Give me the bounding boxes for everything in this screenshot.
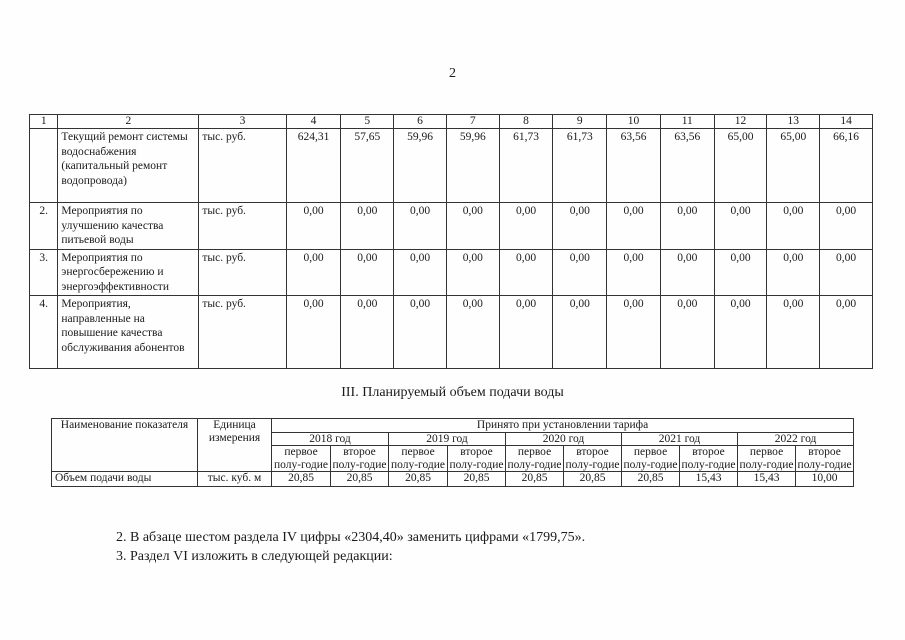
column-number: 9 bbox=[553, 115, 607, 129]
half-year-header: первое полу-годие bbox=[507, 446, 562, 471]
row-value: 59,96 bbox=[394, 129, 447, 203]
row-value: 0,00 bbox=[286, 249, 341, 296]
year-header: 2021 год bbox=[622, 432, 738, 446]
row-value: 63,56 bbox=[660, 129, 714, 203]
table-row bbox=[30, 249, 873, 296]
table-row bbox=[30, 296, 873, 369]
row-value: 15,43 bbox=[738, 472, 796, 487]
row-value: 0,00 bbox=[341, 249, 394, 296]
row-value: 0,00 bbox=[714, 203, 767, 250]
row-value: 0,00 bbox=[499, 249, 553, 296]
row-value: 0,00 bbox=[820, 203, 873, 250]
row-value: 0,00 bbox=[446, 249, 499, 296]
row-value: 0,00 bbox=[607, 249, 661, 296]
water-volume-table bbox=[51, 418, 854, 487]
row-value: 65,00 bbox=[767, 129, 820, 203]
paragraph: 2. В абзаце шестом раздела IV цифры «2304,40» заменить цифрами «1799,75». bbox=[116, 530, 586, 545]
row-name: Текущий ремонт системы водоснабжения (капитальный ремонт водопровода) bbox=[58, 129, 199, 203]
row-number: 2. bbox=[30, 203, 58, 250]
row-value: 0,00 bbox=[446, 296, 499, 369]
row-unit: тыс. куб. м bbox=[198, 472, 272, 487]
year-header: 2018 год bbox=[272, 432, 389, 446]
column-number: 10 bbox=[607, 115, 661, 129]
section-title: III. Планируемый объем подачи воды bbox=[341, 385, 564, 400]
row-value: 57,65 bbox=[341, 129, 394, 203]
row-value: 20,85 bbox=[448, 472, 506, 487]
row-value: 0,00 bbox=[286, 296, 341, 369]
row-value: 0,00 bbox=[446, 203, 499, 250]
row-name: Мероприятия по улучшению качества питьевой воды bbox=[58, 203, 199, 250]
row-number bbox=[30, 129, 58, 203]
table-row bbox=[52, 472, 854, 487]
column-number: 12 bbox=[714, 115, 767, 129]
row-value: 10,00 bbox=[796, 472, 854, 487]
row-number: 4. bbox=[30, 296, 58, 369]
row-name: Мероприятия по энергосбережению и энергоэффективности bbox=[58, 249, 199, 296]
row-value: 0,00 bbox=[499, 203, 553, 250]
group-header: Принято при установлении тарифа bbox=[272, 419, 854, 433]
row-number: 3. bbox=[30, 249, 58, 296]
row-value: 66,16 bbox=[820, 129, 873, 203]
row-value: 61,73 bbox=[499, 129, 553, 203]
investment-table bbox=[29, 114, 873, 369]
year-header: 2019 год bbox=[389, 432, 506, 446]
row-value: 63,56 bbox=[607, 129, 661, 203]
row-name: Объем подачи воды bbox=[52, 472, 198, 487]
row-value: 0,00 bbox=[820, 249, 873, 296]
half-year-header: первое полу-годие bbox=[389, 446, 448, 472]
row-value: 0,00 bbox=[660, 296, 714, 369]
row-value: 0,00 bbox=[767, 249, 820, 296]
column-header-name: Наименование показателя bbox=[52, 419, 198, 472]
row-unit: тыс. руб. bbox=[199, 129, 286, 203]
column-number: 13 bbox=[767, 115, 820, 129]
column-number: 4 bbox=[286, 115, 341, 129]
row-value: 59,96 bbox=[446, 129, 499, 203]
table-row bbox=[30, 129, 873, 203]
column-number: 11 bbox=[660, 115, 714, 129]
row-value: 0,00 bbox=[394, 203, 447, 250]
year-header: 2022 год bbox=[738, 432, 854, 446]
row-value: 0,00 bbox=[553, 249, 607, 296]
half-year-header: первое полу-годие bbox=[739, 446, 794, 471]
column-number: 14 bbox=[820, 115, 873, 129]
row-value: 20,85 bbox=[622, 472, 680, 487]
row-unit: тыс. руб. bbox=[199, 203, 286, 250]
row-value: 0,00 bbox=[341, 296, 394, 369]
column-number: 6 bbox=[394, 115, 447, 129]
row-value: 20,85 bbox=[389, 472, 448, 487]
row-value: 0,00 bbox=[499, 296, 553, 369]
half-year-header: второе полу-годие bbox=[332, 446, 387, 471]
paragraph: 3. Раздел VI изложить в следующей редакции: bbox=[116, 549, 393, 564]
row-value: 0,00 bbox=[553, 296, 607, 369]
row-unit: тыс. руб. bbox=[199, 296, 286, 369]
half-year-header: второе полу-годие bbox=[681, 446, 736, 471]
row-value: 15,43 bbox=[680, 472, 738, 487]
page-number: 2 bbox=[449, 66, 456, 81]
row-value: 0,00 bbox=[394, 249, 447, 296]
year-header: 2020 год bbox=[506, 432, 622, 446]
table-header-row bbox=[30, 115, 873, 129]
column-number: 3 bbox=[199, 115, 286, 129]
half-year-header: второе полу-годие bbox=[449, 446, 504, 471]
row-value: 0,00 bbox=[820, 296, 873, 369]
row-name: Мероприятия, направленные на повышение качества обслуживания абонентов bbox=[58, 296, 199, 369]
half-year-header: первое полу-годие bbox=[623, 446, 678, 471]
column-number: 7 bbox=[446, 115, 499, 129]
row-value: 65,00 bbox=[714, 129, 767, 203]
row-value: 0,00 bbox=[286, 203, 341, 250]
row-value: 20,85 bbox=[272, 472, 331, 487]
column-number: 2 bbox=[58, 115, 199, 129]
half-year-header: второе полу-годие bbox=[565, 446, 620, 471]
column-number: 5 bbox=[341, 115, 394, 129]
row-value: 20,85 bbox=[506, 472, 564, 487]
row-value: 0,00 bbox=[607, 296, 661, 369]
half-year-header: второе полу-годие bbox=[796, 446, 854, 472]
row-value: 0,00 bbox=[394, 296, 447, 369]
row-value: 0,00 bbox=[767, 203, 820, 250]
half-year-header: первое полу-годие bbox=[272, 446, 331, 472]
row-value: 20,85 bbox=[331, 472, 389, 487]
row-value: 20,85 bbox=[564, 472, 622, 487]
row-value: 0,00 bbox=[660, 203, 714, 250]
row-value: 0,00 bbox=[341, 203, 394, 250]
column-number: 1 bbox=[30, 115, 58, 129]
column-number: 8 bbox=[499, 115, 553, 129]
table-row bbox=[30, 203, 873, 250]
row-value: 0,00 bbox=[607, 203, 661, 250]
row-value: 624,31 bbox=[286, 129, 341, 203]
row-value: 0,00 bbox=[767, 296, 820, 369]
row-value: 0,00 bbox=[553, 203, 607, 250]
row-value: 61,73 bbox=[553, 129, 607, 203]
row-value: 0,00 bbox=[660, 249, 714, 296]
row-value: 0,00 bbox=[714, 249, 767, 296]
column-header-unit: Единица измерения bbox=[198, 419, 272, 472]
row-value: 0,00 bbox=[714, 296, 767, 369]
row-unit: тыс. руб. bbox=[199, 249, 286, 296]
